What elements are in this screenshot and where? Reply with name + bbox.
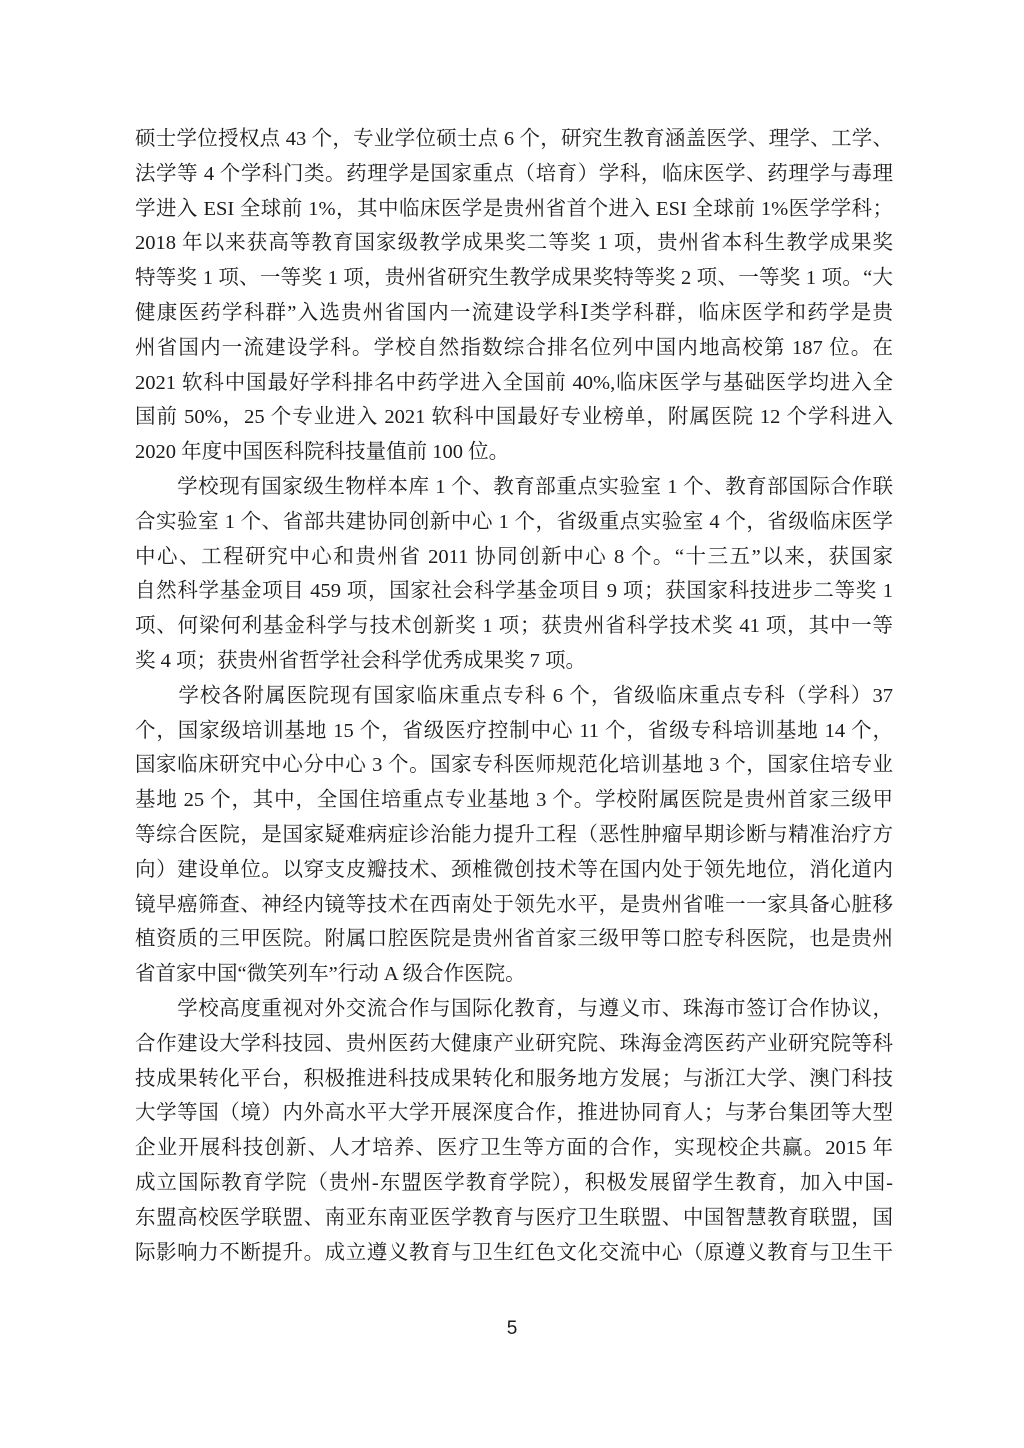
text-line: 合作建设大学科技园、贵州医药大健康产业研究院、珠海金湾医药产业研究院等科: [135, 1032, 893, 1055]
text-line: 成立国际教育学院（贵州-东盟医学教育学院），积极发展留学生教育，加入中国-: [135, 1171, 893, 1194]
text-line: 奖 4 项；获贵州省哲学社会科学优秀成果奖 7 项。: [135, 649, 586, 672]
text-line: 健康医药学科群”入选贵州省国内一流建设学科Ⅰ类学科群，临床医学和药学是贵: [135, 301, 893, 324]
page-number: 5: [506, 1318, 518, 1339]
text-line: 技成果转化平台，积极推进科技成果转化和服务地方发展；与浙江大学、澳门科技: [135, 1067, 893, 1090]
text-line: 际影响力不断提升。成立遵义教育与卫生红色文化交流中心（原遵义教育与卫生干: [135, 1241, 893, 1264]
text-line: 植资质的三甲医院。附属口腔医院是贵州省首家三级甲等口腔专科医院，也是贵州: [135, 928, 893, 951]
text-body: [135, 122, 893, 1270]
text-line: 学校现有国家级生物样本库 1 个、教育部重点实验室 1 个、教育部国际合作联: [135, 475, 893, 498]
text-line: 学校各附属医院现有国家临床重点专科 6 个，省级临床重点专科（学科）37: [135, 684, 893, 707]
text-line: 项、何梁何利基金科学与技术创新奖 1 项；获贵州省科学技术奖 41 项，其中一等: [135, 615, 893, 638]
text-line: 学校高度重视对外交流合作与国际化教育，与遵义市、珠海市签订合作协议，: [135, 997, 893, 1020]
text-line: 2018 年以来获高等教育国家级教学成果奖二等奖 1 项，贵州省本科生教学成果奖: [135, 232, 893, 255]
text-line: 镜早癌筛查、神经内镜等技术在西南处于领先水平，是贵州省唯一一家具备心脏移: [135, 893, 893, 916]
text-line: 大学等国（境）内外高水平大学开展深度合作，推进协同育人；与茅台集团等大型: [135, 1102, 893, 1125]
text-line: 学进入 ESI 全球前 1%，其中临床医学是贵州省首个进入 ESI 全球前 1%医学学科；: [135, 197, 893, 220]
text-line: 企业开展科技创新、人才培养、医疗卫生等方面的合作，实现校企共赢。2015 年: [135, 1137, 893, 1160]
text-line: 特等奖 1 项、一等奖 1 项，贵州省研究生教学成果奖特等奖 2 项、一等奖 1 项。“大: [135, 267, 893, 290]
text-line: 向）建设单位。以穿支皮瓣技术、颈椎微创技术等在国内处于领先地位，消化道内: [135, 858, 893, 881]
text-line: 基地 25 个，其中，全国住培重点专业基地 3 个。学校附属医院是贵州首家三级甲: [135, 789, 893, 812]
text-line: 硕士学位授权点 43 个，专业学位硕士点 6 个，研究生教育涵盖医学、理学、工学、: [135, 128, 893, 150]
text-line: 州省国内一流建设学科。学校自然指数综合排名位列中国内地高校第 187 位。在: [135, 336, 893, 359]
text-line: 东盟高校医学联盟、南亚东南亚医学教育与医疗卫生联盟、中国智慧教育联盟，国: [135, 1206, 893, 1229]
text-line: 国前 50%，25 个专业进入 2021 软科中国最好专业榜单，附属医院 12 个学科进入: [135, 406, 893, 429]
text-line: 个，国家级培训基地 15 个，省级医疗控制中心 11 个，省级专科培训基地 14 个，: [135, 719, 893, 742]
text-line: 中心、工程研究中心和贵州省 2011 协同创新中心 8 个。“十三五”以来，获国家: [135, 545, 893, 568]
text-line: 法学等 4 个学科门类。药理学是国家重点（培育）学科，临床医学、药理学与毒理: [135, 162, 893, 185]
text-line: 等综合医院，是国家疑难病症诊治能力提升工程（恶性肿瘤早期诊断与精准治疗方: [135, 823, 893, 846]
text-line: 2021 软科中国最好学科排名中药学进入全国前 40%,临床医学与基础医学均进入全: [135, 371, 893, 394]
text-line: 2020 年度中国医科院科技量值前 100 位。: [135, 441, 510, 464]
text-line: 自然科学基金项目 459 项，国家社会科学基金项目 9 项；获国家科技进步二等奖 1: [135, 580, 893, 603]
text-line: 省首家中国“微笑列车”行动 A 级合作医院。: [135, 963, 526, 986]
text-line: 合实验室 1 个、省部共建协同创新中心 1 个，省级重点实验室 4 个，省级临床医学: [135, 510, 893, 533]
text-line: 国家临床研究中心分中心 3 个。国家专科医师规范化培训基地 3 个，国家住培专业: [135, 754, 893, 777]
